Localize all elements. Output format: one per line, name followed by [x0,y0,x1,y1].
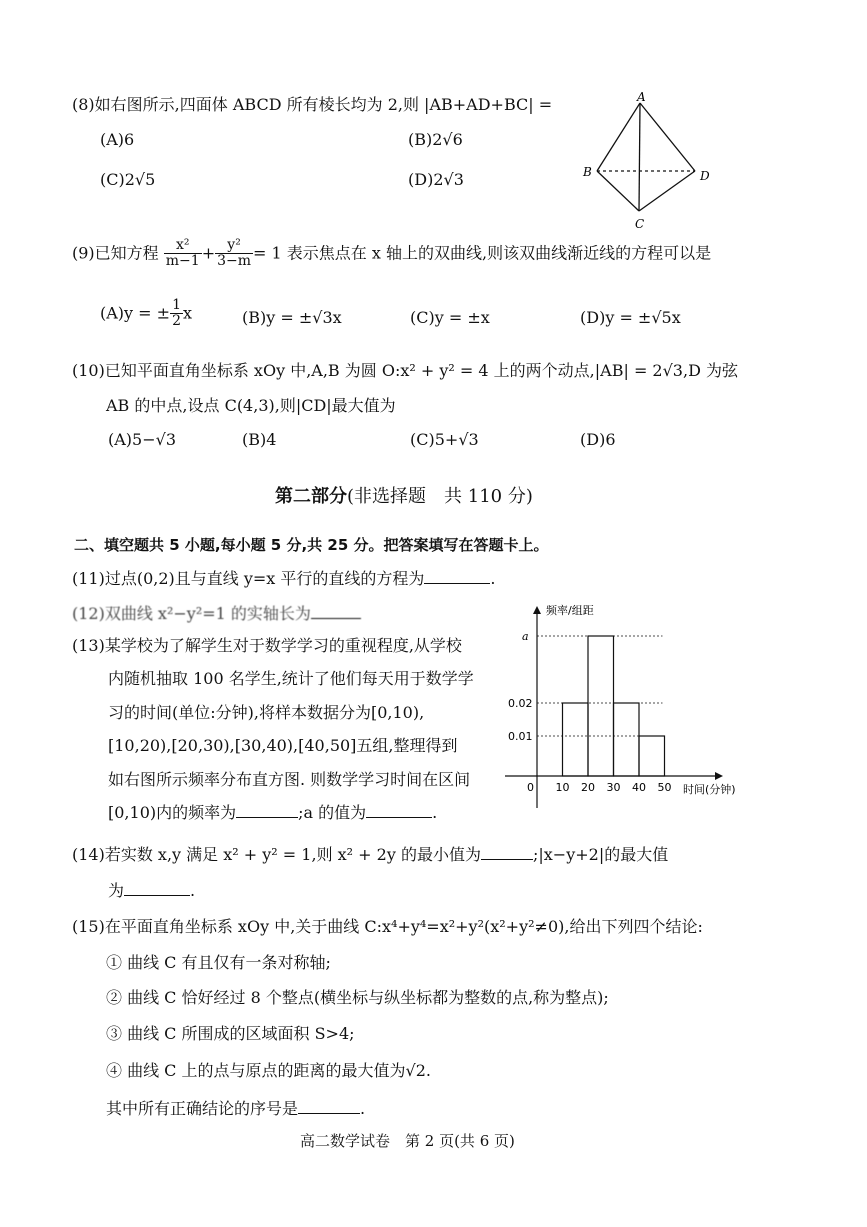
histogram-bars [563,636,665,776]
q9-fraction-2: $\frac{\text{y²}}{3-m}$ [217,237,252,270]
x-tick-label-10: 10 [555,781,570,794]
q13-line-6: [0,10)内的频率为 ;a 的值为 . [108,803,438,822]
q15-item-2: ② 曲线 C 恰好经过 8 个整点(横坐标与纵坐标都为整数的点,称为整点); [106,988,609,1007]
vertex-a-label: A [637,90,646,104]
q10-option-d: (D)6 [580,430,616,449]
q9-fraction-1: $\frac{\text{x²}}{m-1}$ [165,237,200,270]
x-axis-title: 时间(分钟) [683,783,736,796]
histogram-bar-1 [563,703,589,776]
histogram-chart [500,600,750,815]
y-axis-title: 频率/组距 [546,604,594,617]
q13-line-3: 习的时间(单位:分钟),将样本数据分为[0,10), [108,703,425,722]
histogram-bar-2 [588,636,614,776]
y-tick-label-0.01: 0.01 [508,730,533,743]
q15-stem: (15)在平面直角坐标系 xOy 中,关于曲线 C:x⁴+y⁴=x²+y²(x²+y²≠0),给出下列四个结论: [72,917,703,936]
tetrahedron-figure [575,88,725,233]
y-tick-label-0.02: 0.02 [508,697,533,710]
q12-stem: (12)双曲线 x²−y²=1 的实轴长为 [72,601,361,624]
q9-option-b: (B)y = ±√3x [242,308,342,327]
histogram-bar-3 [614,703,640,776]
q8-option-d: (D)2√3 [408,170,464,189]
q8-stem: (8)如右图所示,四面体 ABCD 所有棱长均为 2,则 |AB+AD+BC| = [72,95,553,114]
section-2-instructions: 二、填空题共 5 小题,每小题 5 分,共 25 分。把答案填写在答题卡上。 [74,536,549,554]
q14-line-2: 为 . [108,881,196,900]
part-2-heading: 第二部分(非选择题 共 110 分) [275,486,533,507]
y-tick-label-a: a [522,630,529,643]
q10-line-1: (10)已知平面直角坐标系 xOy 中,A,B 为圆 O:x² + y² = 4 上的两个动点,|AB| = 2√3,D 为弦 [72,361,738,380]
q13-line-4: [10,20),[20,30),[30,40),[40,50]五组,整理得到 [108,736,458,755]
histogram-grid [537,636,663,736]
vertex-b-label: B [583,165,592,179]
q15-item-1: ① 曲线 C 有且仅有一条对称轴; [106,953,331,972]
x-tick-label-40: 40 [632,781,646,794]
q10-option-c: (C)5+√3 [410,430,479,449]
histogram-bar-4 [639,736,665,776]
q8-option-c: (C)2√5 [100,170,156,189]
q13-line-5: 如右图所示频率分布直方图. 则数学学习时间在区间 [108,770,471,789]
q9-option-c: (C)y = ±x [410,308,490,327]
q13-line-2: 内随机抽取 100 名学生,统计了他们每天用于数学学 [108,669,474,688]
q8-option-a: (A)6 [100,130,135,149]
q9-stem: (9)已知方程 $\frac{\text{x²}}{m-1}$ + $\frac{\text{y²}}{3-m}$ = 1 表示焦点在 x 轴上的双曲线,则该双曲线渐近线的方程可以是 [72,237,712,270]
x-tick-label-20: 20 [581,781,595,794]
q9-option-a: (A)y = ± $\frac{1}{2}$ x [100,297,193,330]
q15-question: 其中所有正确结论的序号是 . [106,1099,366,1118]
page-footer: 高二数学试卷 第 2 页(共 6 页) [300,1132,515,1150]
q11-stem: (11)过点(0,2)且与直线 y=x 平行的直线的方程为 . [72,569,496,588]
q9-option-d: (D)y = ±√5x [580,308,681,327]
vertex-c-label: C [635,217,645,231]
histogram-labels [508,603,736,796]
vertex-d-label: D [700,169,710,183]
x-axis-arrow-icon [715,772,723,780]
x-tick-label-50: 50 [657,781,672,794]
y-axis-arrow-icon [533,606,541,614]
q10-line-2: AB 的中点,设点 C(4,3),则|CD|最大值为 [106,396,396,415]
q15-item-3: ③ 曲线 C 所围成的区域面积 S>4; [106,1024,355,1043]
x-tick-label-30: 30 [606,781,621,794]
q13-line-1: (13)某学校为了解学生对于数学学习的重视程度,从学校 [72,636,462,655]
q15-item-4: ④ 曲线 C 上的点与原点的距离的最大值为√2. [106,1061,431,1080]
x-tick-label-0: 0 [527,781,534,794]
q8-option-b: (B)2√6 [408,130,463,149]
q10-option-b: (B)4 [242,430,277,449]
q14-line-1: (14)若实数 x,y 满足 x² + y² = 1,则 x² + 2y 的最小值为 ;|x−y+2|的最大值 [72,845,669,864]
q10-option-a: (A)5−√3 [108,430,176,449]
